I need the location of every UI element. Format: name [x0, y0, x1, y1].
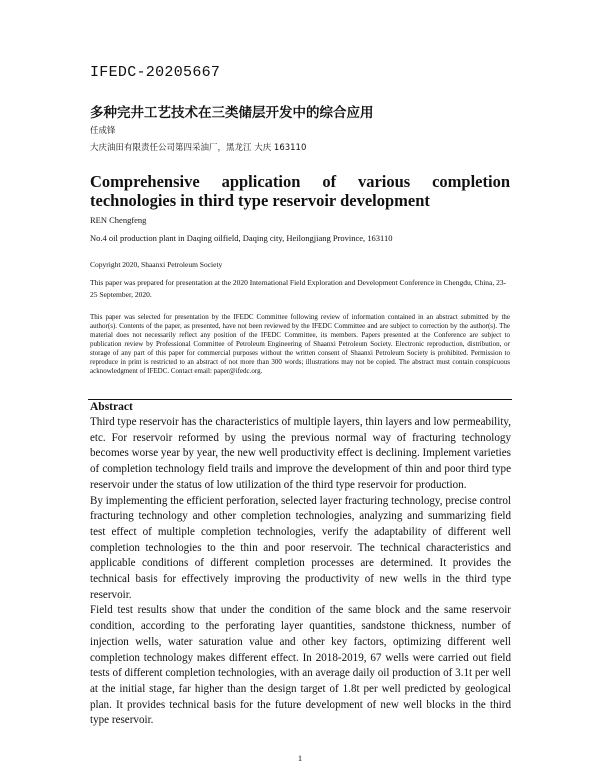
chinese-affiliation: 大庆油田有限责任公司第四采油厂，黑龙江 大庆 163110 [90, 143, 307, 153]
abstract-heading: Abstract [90, 401, 133, 413]
copyright-notice: Copyright 2020, Shaanxi Petroleum Society [90, 260, 223, 269]
page-number: 1 [297, 753, 303, 763]
disclaimer-text: This paper was selected for presentation by the IFEDC Committee following review of information contained in an abstract submitted by the author(s). Contents of the paper, as presented, have not been reviewed by the IFEDC Committee and are subject to correction by the author(s). The material does not necessarily reflect any position of the IFEDC Committee, its members. Papers presented at the Conference are subject to publication review by Professional Committee of Petroleum Engineering of Shaanxi Petroleum Society. Electronic reproduction, distribution, or storage of any part of this paper for commercial purposes without the written consent of Shaanxi Petroleum Society is prohibited. Permission to reproduce in print is restricted to an abstract of not more than 300 words; illustrations may not be copied. The abstract must contain conspicuous acknowledgment of IFEDC. Contact email: paper@ifedc.org. [90, 313, 510, 375]
abstract-body [90, 415, 511, 729]
english-author: REN Chengfeng [90, 215, 147, 225]
chinese-title: 多种完井工艺技术在三类储层开发中的综合应用 [90, 105, 374, 121]
abstract-paragraph: By implementing the efficient perforation, selected layer fracturing technology, precise control fracturing technology and other completion technologies, analyzing and summarizing field test effect of multiple completion technologies, verify the adaptability of different well completion technologies to the thin and poor reservoir. The technical characteristics and applicable conditions of different completion processes are determined. It provides the technical basis for effectively improving the productivity of new wells in the third type reservoir. [90, 494, 511, 601]
abstract-paragraph: Third type reservoir has the characteristics of multiple layers, thin layers and low permeability, etc. For reservoir reformed by using the previous normal way of fracturing technology becomes worse year by year, the new well productivity effect is declining. Implement varieties of completion technology field trails and improve the development of thin and poor third type reservoir under the status of low utilization of the third type reservoir for production. [90, 416, 512, 491]
english-affiliation: No.4 oil production plant in Daqing oilfield, Daqing city, Heilongjiang Province, 163110 [90, 233, 393, 243]
abstract-paragraph: Field test results show that under the condition of the same block and the same reservoir condition, according to the perforating layer quantities, sandstone thickness, number of injection wells, water saturation value and other key factors, optimizing different well completion technology makes different effect. In 2018-2019, 67 wells were carried out field tests of different completion technologies, with an average daily oil production of 3.1t per well at the initial stage, far higher than the design target of 1.8t per well predicted by geological plan. It provides technical basis for the future development of new well blocks in the third type reservoir. [90, 604, 511, 727]
english-title: Comprehensive application of various completion technologies in third type reservoir development [90, 172, 510, 210]
chinese-author: 任成锋 [90, 126, 116, 136]
paper-id: IFEDC-20205667 [90, 64, 221, 81]
conference-note: This paper was prepared for presentation at the 2020 International Field Exploration and Development Conference in Chengdu, China, 23-25 September, 2020. [90, 278, 507, 299]
section-divider [88, 399, 512, 400]
